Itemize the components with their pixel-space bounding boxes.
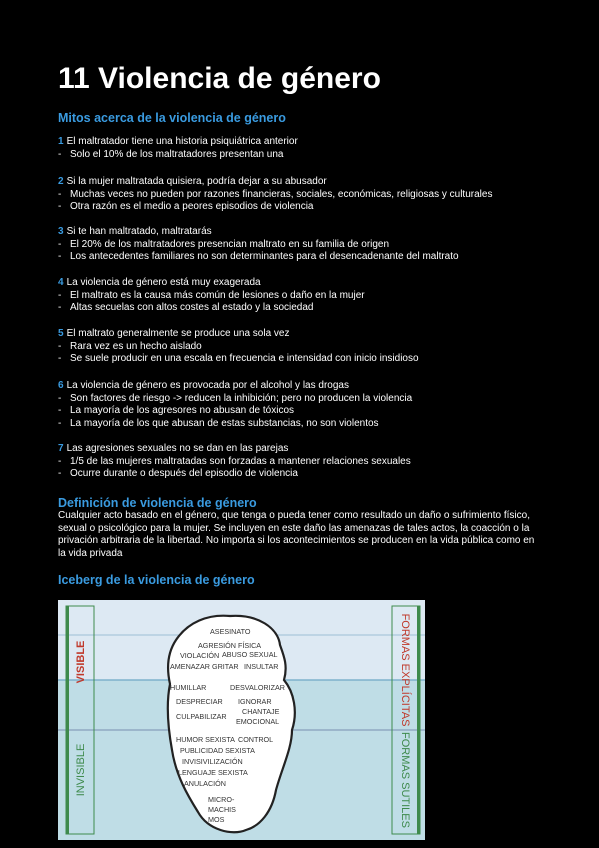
myth-point-text: Otra razón es el medio a peores episodios de violencia (70, 201, 314, 212)
myth-point (58, 302, 365, 315)
myth-point (58, 189, 492, 202)
bullet-dash: - (58, 405, 62, 416)
myth-item (58, 136, 298, 161)
bullet-dash: - (58, 417, 62, 429)
iceberg-label: CULPABILIZAR (176, 712, 227, 721)
myth-statement (58, 443, 411, 456)
myth-point (58, 456, 411, 469)
myth-statement (58, 226, 459, 239)
right-bar (417, 606, 420, 834)
iceberg-label: AMENAZAR (170, 662, 210, 671)
myth-text: El maltrato generalmente se produce una sola vez (66, 328, 290, 339)
myth-text: Si la mujer maltratada quisiera, podría dejar a su abusador (66, 176, 327, 187)
iceberg-label: ASESINATO (210, 627, 251, 636)
iceberg-label: CONTROL (238, 735, 274, 744)
myth-point (58, 393, 412, 406)
myth-item (58, 443, 411, 481)
myth-number: 2 (58, 176, 64, 187)
bullet-dash: - (58, 238, 62, 250)
iceberg-label: DESPRECIAR (176, 697, 223, 706)
iceberg-label: INVISIVILIZACIÓN (182, 757, 243, 766)
myth-point-text: Se suele producir en una escala en frecuencia e intensidad con inicio insidioso (70, 353, 419, 364)
iceberg-label: ANULACIÓN (184, 779, 226, 788)
myth-point-text: La mayoría de los agresores no abusan de tóxicos (70, 405, 295, 416)
iceberg-label: AGRESIÓN FÍSICA (198, 641, 262, 650)
myth-point-text: Son factores de riesgo -> reducen la inhibición; pero no producen la violencia (70, 392, 413, 404)
myth-point (58, 353, 419, 366)
iceberg-label: LENGUAJE SEXISTA (178, 768, 248, 777)
bullet-dash: - (58, 468, 62, 479)
bullet-dash: - (58, 148, 62, 160)
myth-point-text: El 20% de los maltratadores presencian maltrato en su familia de origen (70, 238, 390, 250)
iceberg-label: DESVALORIZAR (230, 683, 285, 692)
iceberg-label: IGNORAR (238, 697, 272, 706)
label-visible: VISIBLE (75, 640, 87, 684)
myth-statement (58, 380, 412, 393)
myth-point-text: La mayoría de los que abusan de estas substancias, no son violentos (70, 417, 379, 429)
myth-statement (58, 277, 365, 290)
myth-number: 4 (58, 277, 64, 288)
bullet-dash: - (58, 289, 62, 301)
iceberg-svg (58, 600, 425, 840)
myth-point-text: Los antecedentes familiares no son determinantes para el desencadenante del maltrato (70, 251, 459, 262)
iceberg-label: PUBLICIDAD SEXISTA (180, 746, 255, 755)
myth-point (58, 405, 412, 418)
myth-text: El maltratador tiene una historia psiquiátrica anterior (66, 136, 298, 147)
myth-point-text: Altas secuelas con altos costes al estado y la sociedad (70, 302, 314, 313)
iceberg-label: CHANTAJE (242, 707, 280, 716)
myth-point (58, 418, 412, 431)
myth-point (58, 341, 419, 354)
label-formas-explicitas: FORMAS EXPLÍCITAS (399, 613, 411, 727)
iceberg-label: ABUSO SEXUAL (222, 650, 278, 659)
myth-item (58, 226, 459, 264)
bullet-dash: - (58, 188, 62, 200)
page-title: 11 Violencia de género (58, 62, 381, 95)
myth-item (58, 380, 412, 430)
myth-text: Si te han maltratado, maltratarás (66, 226, 212, 237)
iceberg-label: MACHIS (208, 805, 236, 814)
bullet-dash: - (58, 392, 62, 404)
myth-number: 3 (58, 226, 64, 237)
myth-statement (58, 176, 492, 189)
definition-text: Cualquier acto basado en el género, que tenga o pueda tener como resultado un daño o sufrimiento físico, sexual o psicológico para la mujer. Se incluyen en este daño las amenazas de tales actos, la coacción o la privación arbitraria de la libertad. No importa si los acontecimientos se producen en la vida pública como en la vida privada (58, 510, 535, 559)
myth-point-text: El maltrato es la causa más común de lesiones o daño en la mujer (70, 289, 365, 301)
bullet-dash: - (58, 302, 62, 313)
myth-point (58, 201, 492, 214)
definition-heading: Definición de violencia de género (58, 496, 257, 510)
myth-point (58, 251, 459, 264)
myth-statement (58, 136, 298, 149)
myth-text: La violencia de género está muy exagerada (66, 277, 261, 288)
myth-point (58, 468, 411, 481)
bullet-dash: - (58, 353, 62, 364)
myth-text: La violencia de género es provocada por el alcohol y las drogas (66, 380, 349, 391)
bullet-dash: - (58, 201, 62, 212)
bullet-dash: - (58, 455, 62, 467)
myth-point-text: Rara vez es un hecho aislado (70, 340, 202, 352)
myth-point-text: 1/5 de las mujeres maltratadas son forzadas a mantener relaciones sexuales (70, 455, 411, 467)
iceberg-label: EMOCIONAL (236, 717, 280, 726)
bullet-dash: - (58, 340, 62, 352)
myth-point (58, 149, 298, 162)
iceberg-label: GRITAR (212, 662, 239, 671)
iceberg-label: VIOLACIÓN (180, 651, 220, 660)
myth-point (58, 290, 365, 303)
iceberg-figure (58, 600, 425, 840)
myth-point-text: Solo el 10% de los maltratadores presentan una (70, 148, 284, 160)
bullet-dash: - (58, 251, 62, 262)
label-invisible: INVISIBLE (75, 743, 87, 797)
iceberg-label: MICRO- (208, 795, 235, 804)
myth-number: 5 (58, 328, 64, 339)
myth-text: Las agresiones sexuales no se dan en las parejas (66, 443, 289, 454)
left-bar (66, 606, 69, 834)
myth-number: 6 (58, 380, 64, 391)
myth-number: 1 (58, 136, 64, 147)
myth-statement (58, 328, 419, 341)
iceberg-label: INSULTAR (244, 662, 279, 671)
iceberg-label: HUMOR SEXISTA (176, 735, 235, 744)
label-formas-sutiles: FORMAS SUTILES (399, 732, 411, 828)
myth-item (58, 328, 419, 366)
iceberg-label: HUMILLAR (170, 683, 207, 692)
myth-point-text: Ocurre durante o después del episodio de violencia (70, 468, 298, 479)
iceberg-label: MOS (208, 815, 225, 824)
myth-point-text: Muchas veces no pueden por razones financieras, sociales, económicas, religiosas y culturales (70, 188, 493, 200)
iceberg-heading: Iceberg de la violencia de género (58, 573, 255, 587)
myth-number: 7 (58, 443, 64, 454)
myth-point (58, 239, 459, 252)
myths-heading: Mitos acerca de la violencia de género (58, 111, 286, 125)
myth-item (58, 176, 492, 214)
myth-item (58, 277, 365, 315)
